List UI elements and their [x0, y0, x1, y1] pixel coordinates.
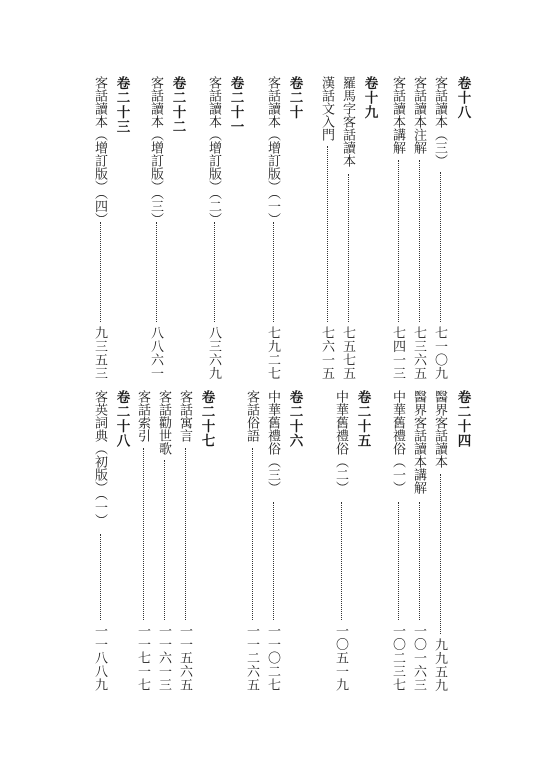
- volume-heading: 卷二十五: [354, 390, 371, 448]
- toc-entry-title: 客話讀本（增訂版）（二）: [206, 76, 221, 226]
- toc-entry-title: 客話勸世歌: [156, 390, 171, 455]
- toc-entry-title: 醫界客話讀本講解: [411, 390, 426, 494]
- toc-entry-title: 醫界客話讀本: [432, 390, 447, 468]
- volume-heading: 卷二十一: [227, 76, 244, 134]
- volume-heading: 卷十八: [454, 76, 471, 120]
- leader-dots: [341, 502, 342, 620]
- leader-dots: [252, 448, 253, 620]
- leader-dots: [419, 160, 420, 322]
- toc-entry-title: 客話讀本（增訂版）（一）: [265, 76, 280, 226]
- toc-entry-page: 七一〇九: [432, 326, 447, 380]
- leader-dots: [185, 448, 186, 620]
- toc-entry-page: 七四一三: [390, 326, 405, 380]
- toc-entry-page: 一一二六五: [244, 624, 259, 692]
- volume-heading: 卷二十二: [169, 76, 186, 134]
- toc-entry-page: 八八六一: [148, 326, 163, 380]
- toc-entry-title: 客英詞典（初版）（一）: [92, 390, 107, 527]
- toc-entry-page: 七六一五: [319, 326, 334, 380]
- leader-dots: [398, 160, 399, 322]
- toc-entry-page: 七三六五: [411, 326, 426, 380]
- leader-dots: [440, 474, 441, 634]
- toc-entry-page: 一〇五一九: [333, 624, 348, 692]
- toc-entry-page: 一一〇二七: [265, 624, 280, 692]
- leader-dots: [440, 172, 441, 322]
- toc-entry-page: 七九二七: [265, 326, 280, 380]
- toc-entry-page: 八三六九: [206, 326, 221, 380]
- toc-entry-title: 客話俗語: [244, 390, 259, 442]
- leader-dots: [273, 222, 274, 322]
- leader-dots: [419, 502, 420, 620]
- toc-entry-title: 中華舊禮俗（一）: [390, 390, 405, 494]
- leader-dots: [143, 448, 144, 620]
- toc-entry-title: 客話讀本（增訂版）（四）: [92, 76, 107, 226]
- volume-heading: 卷二十: [286, 76, 303, 120]
- leader-dots: [100, 222, 101, 322]
- leader-dots: [214, 222, 215, 322]
- toc-entry-title: 客話索引: [135, 390, 150, 442]
- toc-entry-title: 漢話文入門: [319, 76, 334, 141]
- toc-entry-title: 客話讀本（增訂版）（三）: [148, 76, 163, 226]
- volume-heading: 卷二十四: [454, 390, 471, 448]
- toc-entry-title: 中華舊禮俗（三）: [265, 390, 280, 494]
- toc-entry-title: 客話讀本講解: [390, 76, 405, 154]
- volume-heading: 卷二十三: [113, 76, 130, 134]
- toc-entry-page: 九三五三: [92, 326, 107, 380]
- volume-heading: 卷二十七: [198, 390, 215, 448]
- toc-entry-page: 一一六一三: [156, 624, 171, 692]
- toc-entry-page: 一〇一六三: [411, 624, 426, 692]
- leader-dots: [156, 222, 157, 322]
- toc-entry-page: 一一八八九: [92, 624, 107, 692]
- toc-entry-page: 七五七五: [340, 326, 355, 380]
- toc-entry-page: 一一七一七: [135, 624, 150, 692]
- volume-heading: 卷二十六: [286, 390, 303, 448]
- leader-dots: [348, 174, 349, 322]
- toc-entry-title: 客話讀本（三）: [432, 76, 447, 167]
- volume-heading: 卷十九: [361, 76, 378, 120]
- toc-entry-title: 中華舊禮俗（二）: [333, 390, 348, 494]
- leader-dots: [398, 502, 399, 620]
- toc-entry-title: 客話寓言: [177, 390, 192, 442]
- leader-dots: [100, 534, 101, 620]
- leader-dots: [273, 502, 274, 620]
- toc-entry-title: 客話讀本注解: [411, 76, 426, 154]
- toc-entry-page: 一〇二三七: [390, 624, 405, 692]
- toc-entry-page: 九九五九: [432, 638, 447, 692]
- leader-dots: [327, 146, 328, 322]
- toc-entry-title: 羅馬字客話讀本: [340, 76, 355, 167]
- toc-entry-page: 一一五六五: [177, 624, 192, 692]
- leader-dots: [164, 460, 165, 620]
- volume-heading: 卷二十八: [113, 390, 130, 448]
